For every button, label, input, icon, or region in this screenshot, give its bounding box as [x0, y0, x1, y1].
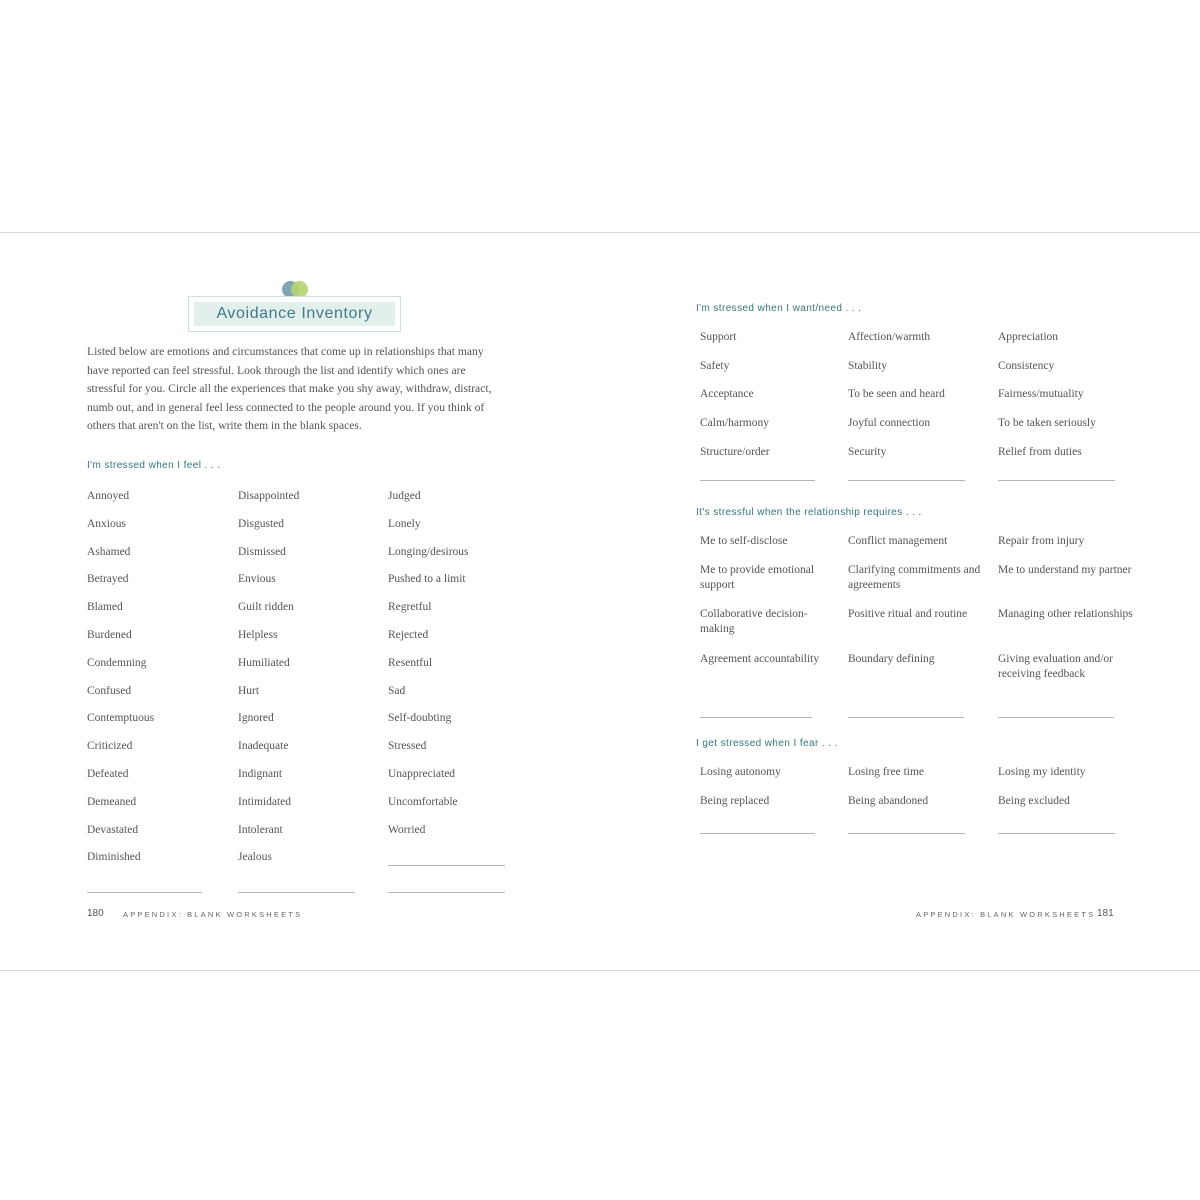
list-item[interactable]: Appreciation: [998, 331, 1059, 343]
list-item[interactable]: Stability: [848, 359, 887, 372]
list-item[interactable]: Ignored: [238, 712, 274, 725]
blank-write-in-line[interactable]: [87, 892, 202, 893]
list-item[interactable]: Ashamed: [87, 545, 131, 558]
list-item[interactable]: Clarifying commitments and agreements: [848, 564, 981, 591]
list-item[interactable]: Demeaned: [87, 795, 137, 808]
feel-heading: I'm stressed when I feel . . .: [87, 460, 221, 471]
list-item[interactable]: Pushed to a limit: [388, 573, 466, 586]
list-item[interactable]: Rejected: [388, 629, 429, 641]
list-item[interactable]: Conflict management: [848, 535, 948, 547]
list-item[interactable]: Blamed: [87, 601, 123, 614]
list-item[interactable]: Me to self-disclose: [700, 535, 788, 547]
running-head-left: APPENDIX: BLANK WORKSHEETS: [123, 910, 303, 919]
list-item[interactable]: Diminished: [87, 851, 141, 864]
list-item[interactable]: Me to provide emotional support: [700, 564, 815, 591]
list-item[interactable]: Uncomfortable: [388, 795, 458, 808]
list-item[interactable]: Giving evaluation and/or receiving feedback: [998, 653, 1113, 680]
right-page: [600, 233, 1200, 970]
list-item[interactable]: Affection/warmth: [848, 331, 931, 343]
fear-heading: I get stressed when I fear . . .: [696, 738, 838, 749]
list-item[interactable]: Resentful: [388, 656, 433, 669]
blank-write-in-line[interactable]: [700, 717, 812, 718]
list-item[interactable]: Joyful connection: [848, 417, 931, 430]
list-item[interactable]: Losing autonomy: [700, 766, 781, 778]
blank-write-in-line[interactable]: [998, 717, 1114, 718]
list-item[interactable]: To be taken seriously: [998, 417, 1096, 430]
blank-write-in-line[interactable]: [998, 833, 1115, 834]
blank-write-in-line[interactable]: [238, 892, 355, 893]
list-item[interactable]: Annoyed: [87, 490, 130, 502]
blank-write-in-line[interactable]: [848, 480, 965, 481]
list-item[interactable]: Helpless: [238, 629, 278, 641]
list-item[interactable]: Disgusted: [238, 517, 284, 530]
running-head-right: APPENDIX: BLANK WORKSHEETS: [916, 910, 1096, 919]
list-item[interactable]: Guilt ridden: [238, 601, 294, 614]
list-item[interactable]: Security: [848, 445, 887, 458]
list-item[interactable]: Unappreciated: [388, 768, 456, 780]
list-item[interactable]: Structure/order: [700, 445, 770, 458]
list-item[interactable]: Losing my identity: [998, 766, 1086, 778]
list-item[interactable]: Hurt: [238, 684, 260, 697]
list-item[interactable]: Confused: [87, 684, 132, 697]
list-item[interactable]: Regretful: [388, 601, 432, 614]
list-item[interactable]: Being replaced: [700, 794, 770, 807]
list-item[interactable]: Support: [700, 331, 737, 343]
blank-write-in-line[interactable]: [998, 480, 1115, 481]
blank-write-in-line[interactable]: [700, 480, 815, 481]
blank-write-in-line[interactable]: [700, 833, 815, 834]
list-item[interactable]: Stressed: [388, 740, 427, 753]
list-item[interactable]: Dismissed: [238, 545, 286, 558]
blank-write-in-line[interactable]: [388, 865, 505, 866]
list-item[interactable]: Intimidated: [238, 795, 292, 808]
list-item[interactable]: To be seen and heard: [848, 388, 945, 401]
list-item[interactable]: Jealous: [238, 851, 272, 864]
list-item[interactable]: Disappointed: [238, 490, 300, 502]
list-item[interactable]: Relief from duties: [998, 445, 1082, 458]
list-item[interactable]: Fairness/mutuality: [998, 388, 1084, 401]
list-item[interactable]: Devastated: [87, 823, 139, 836]
list-item[interactable]: Lonely: [388, 517, 421, 530]
title-block: [188, 281, 403, 335]
list-item[interactable]: Betrayed: [87, 573, 129, 586]
title-box: [188, 296, 401, 332]
page-number-left: 180: [87, 908, 104, 919]
list-item[interactable]: Boundary defining: [848, 653, 935, 665]
list-item[interactable]: Indignant: [238, 768, 283, 780]
intro-paragraph: Listed below are emotions and circumstances that come up in relationships that many have reported can feel stressful. Look through the list and identify which ones are stressful for you. Circle all the experiences that make you shy away, withdraw, distract, numb out, and in general feel less connected to the people around you. If you think of others that aren't on the list, write them in the blank spaces.: [87, 345, 492, 432]
list-item[interactable]: Contemptuous: [87, 712, 155, 725]
page-title: Avoidance Inventory: [194, 302, 395, 326]
list-item[interactable]: Being abandoned: [848, 794, 929, 807]
list-item[interactable]: Envious: [238, 573, 276, 586]
list-item[interactable]: Criticized: [87, 740, 133, 753]
list-item[interactable]: Acceptance: [700, 388, 754, 401]
list-item[interactable]: Consistency: [998, 359, 1055, 372]
list-item[interactable]: Anxious: [87, 517, 126, 530]
list-item[interactable]: Defeated: [87, 768, 129, 780]
blank-write-in-line[interactable]: [848, 833, 965, 834]
list-item[interactable]: Calm/harmony: [700, 417, 769, 430]
list-item[interactable]: Safety: [700, 359, 730, 372]
list-item[interactable]: Self-doubting: [388, 712, 452, 725]
page-number-right: 181: [1097, 908, 1114, 919]
list-item[interactable]: Burdened: [87, 629, 132, 641]
list-item[interactable]: Humiliated: [238, 656, 290, 669]
list-item[interactable]: Judged: [388, 490, 421, 502]
list-item[interactable]: Inadequate: [238, 740, 289, 753]
blank-write-in-line[interactable]: [388, 892, 505, 893]
list-item[interactable]: Intolerant: [238, 823, 283, 836]
list-item[interactable]: Worried: [388, 823, 426, 836]
blank-write-in-line[interactable]: [848, 717, 964, 718]
list-item[interactable]: Collaborative decision-making: [700, 608, 808, 635]
list-item[interactable]: Me to understand my partner: [998, 564, 1132, 576]
requires-heading: It's stressful when the relationship requires . . .: [696, 507, 922, 518]
list-item[interactable]: Being excluded: [998, 794, 1070, 807]
list-item[interactable]: Positive ritual and routine: [848, 608, 968, 620]
list-item[interactable]: Sad: [388, 684, 406, 697]
list-item[interactable]: Longing/desirous: [388, 545, 469, 558]
list-item[interactable]: Managing other relationships: [998, 608, 1133, 620]
book-spread: [0, 232, 1200, 971]
list-item[interactable]: Agreement accountability: [700, 653, 820, 665]
list-item[interactable]: Repair from injury: [998, 535, 1085, 547]
list-item[interactable]: Condemning: [87, 656, 147, 669]
want-heading: I'm stressed when I want/need . . .: [696, 303, 862, 314]
list-item[interactable]: Losing free time: [848, 766, 925, 778]
left-page: [0, 233, 600, 970]
